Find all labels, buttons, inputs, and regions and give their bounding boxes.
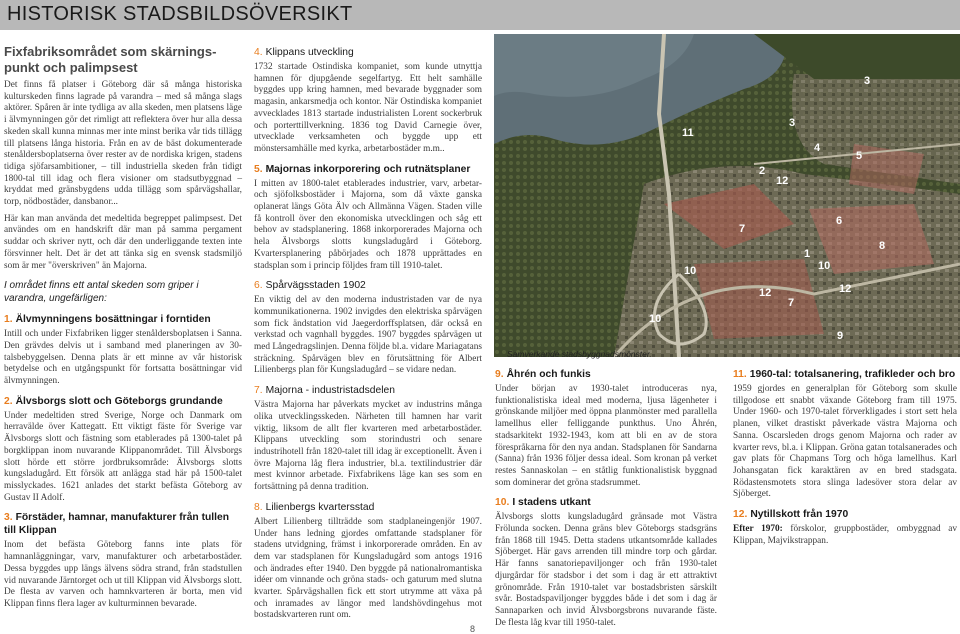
- map-label: 5: [856, 150, 863, 162]
- section-number: 9.: [495, 369, 504, 380]
- section-title: Spårvägsstaden 1902: [265, 280, 366, 292]
- map-label: 9: [837, 330, 844, 342]
- map-label: 11: [682, 127, 694, 139]
- section-title: Åhrén och funkis: [506, 369, 591, 380]
- map-label: 7: [788, 297, 795, 309]
- section-text: 1959 gjordes en generalplan för Göteborg som skulle tillgodose ett snabbt växande Göteborg fram till 1975. Under 1960- och 1970-talet förverkligades i stort sett hela planen, vilket drastiskt påverkade västra Majorna och Sanna. Oscarsleden drogs genom Majorna och rader av kvarter revs, bl.a. i Klippan. Gröna gatan totalsanerades och gav plats för Chapmans Torg och höga lamellhus. Karl Johansgatan fick karaktären av en bred stadsgata. Rödastensmotets stora slinga ladesöver stora delar av Sjöberget.: [733, 384, 957, 500]
- section-heading: [254, 279, 482, 292]
- section-heading: [254, 384, 482, 397]
- section-text-body: förskolor, gruppbostäder, ombyggnad av Klippan, Majvikstrappan.: [733, 524, 957, 546]
- map-label: 10: [818, 260, 831, 272]
- section-text: En viktig del av den moderna industristaden var de nya kommunikationerna. 1902 invigdes den elektriska spårvägen som fick ändstation vid Jaegerdorffsplatsen, där också en verkstad och vagnhall byggdes. 1907 byggdes spårvägen ut med Långedragslinjen. Denna följde bl.a. vidare Mariagatans sträckning. Spårvägen blev en förutsättning för Albert Lilienbergs plan för Kungsladugård – se vidare nedan.: [254, 295, 482, 376]
- map-label: 1: [804, 248, 811, 260]
- section-number: 12.: [733, 509, 748, 521]
- section-heading: [733, 508, 957, 521]
- section-heading: [254, 501, 482, 514]
- section-text: Västra Majorna har påverkats mycket av industrins många olika utvecklingsskeden. Närheten till hamnen har varit viktig, liksom de allt fler kvarteren med arbetarbostäder. Klippans utveckling som storindustri och senare industrihotell från 1820-talet till idag är exceptionellt. Även i övre Majorna låg flera industrier, bl.a. textilindustrier där mest kvinnor arbetade. Fixfabrikens läge kan ses som en fortsättning på denna tradition.: [254, 400, 482, 493]
- section-title: Klippans utveckling: [265, 47, 354, 58]
- intro-paragraph: Här kan man använda det medeltida begreppet palimpsest. Det användes om en handskrift där man på samma pergament suddar och skriver nytt, och där den underliggande texten inte försvinner helt. Det är det att tänka sig en svensk stadsmiljö som är mer "överskriven" än Majorna.: [4, 213, 242, 271]
- section-heading: [254, 46, 482, 59]
- map-label: 4: [814, 142, 821, 154]
- section-text: Under början av 1930-talet introduceras nya, funktionalistiska ideal med moderna, ljusa lägenheter i grönskande miljöer med öppna planmönster med parallella lamellhus eller felliggande punkthus. Uno Åhrén, stadsarkitekt 1932-1943, kom att bli en av de stora förespråkarna för den nya andan. Stadsplanen för Sandarna (Sanna) från 1936 följer dessa ideal. Som kronan på verket restes Sannaskolan – en ståtlig funktionalistisk byggnad som dominerar det gröna stadsrummet.: [495, 384, 717, 488]
- section-number: 5.: [254, 163, 263, 175]
- column-4: [733, 368, 957, 552]
- section-heading: [4, 395, 242, 408]
- page-number: 8: [470, 624, 476, 634]
- section-number: 4.: [254, 47, 263, 58]
- map-label: 10: [649, 313, 662, 325]
- section-number: 7.: [254, 385, 263, 397]
- section-text: Albert Lilienberg tillträdde som stadplaneingenjör 1907. Under hans ledning gjordes omfattande stadsplaner för stadens utvidgning, främst i inkorporerade områden. En av dem var stadsplanen för Kungsladugård som antogs 1916 och ändrades efter 1940. Den byggde på nationalromantiska idéer om vinnande och gröna stads- och gaturum med slutna kvarter. Spårvägshallen fick ett stort utrymme att växa på och inramades av längor med landshövdingehus mot bostadskvarteren runt om.: [254, 516, 482, 621]
- section-heading: [4, 511, 242, 537]
- section-lead: Efter 1970:: [733, 524, 783, 535]
- section-number: 6.: [254, 280, 263, 292]
- section-heading: [254, 163, 482, 176]
- section-text: I mitten av 1800-talet etablerades industrier, varv, arbetar- och sjöfolksbostäder i Majorna, som då växte ganska oplanerat längs Göta Älv och Allmänna Vägen. Staden ville få kontroll över den ekonomiska utvecklingen och såg ett behov av stadsplanering. 1868 inkorporerades Majorna och hela Älvsborgs slotts kungsladugård i Göteborg. Kvartersplanering påbörjades och 1878 upprättades en stadsplan som i princip följdes fram till 1910-talet.: [254, 178, 482, 271]
- aerial-photo-illustration: [494, 34, 960, 357]
- section-heading: [733, 368, 957, 381]
- section-number: 3.: [4, 512, 13, 524]
- section-number: 2.: [4, 395, 13, 407]
- section-heading: [495, 496, 717, 509]
- section-text: Intill och under Fixfabriken ligger stenåldersboplatsen i Sanna. Den grävdes delvis ut i samband med planeringen av 30-talsbebyggelsen. Denna plats är ett minne av vår historisk betydelse och en utgångspunkt för fortsatta bosättningar vid älvmynningen.: [4, 329, 242, 387]
- section-number: 11.: [733, 369, 747, 380]
- section-title: Lilienbergs kvartersstad: [265, 501, 375, 513]
- column-1: [4, 44, 242, 616]
- column-3: [495, 368, 717, 634]
- section-title: I stadens utkant: [512, 497, 591, 509]
- section-number: 8.: [254, 501, 263, 513]
- map-label: 10: [684, 265, 697, 277]
- section-text: Inom det befästa Göteborg fanns inte plats för hamnanläggningar, varv, manufakturer och arbetarbostäder. Dessa byggdes upp längs älvens södra strand, från stadstullen vid nuvarande Järntorget och ut till Klippan vid Älvsborgs slott. De flesta av varven och hamnkvarteren är borta, men vid Klippan finns flera lager av kulturminnen bevarade.: [4, 540, 242, 609]
- map-label: 7: [739, 223, 746, 235]
- section-title: Majorna - industristadsdelen: [265, 385, 395, 397]
- map-label: 12: [759, 287, 772, 299]
- intro-note: I området finns ett antal skeden som griper i varandra, ungefärligen:: [4, 280, 199, 304]
- section-title: Älvmynningens bosättningar i forntiden: [15, 314, 211, 326]
- section-text: 1732 startade Ostindiska kompaniet, som kunde utnyttja hamnen för djupgående segelfartyg. Ett helt samhälle byggdes upp kring hamnen, med bevarade byggnader som magasin, ankarsmedja och kontor. När Ostindiska kompaniet avvecklades 1813 startade industrialisten Lorent sockerbruk och porterttillverkning. 1836 tog David Carnegie över, utvecklade verksamheten och byggde upp ett mönstersamhälle med kyrka, arbetarbostäder m.m..: [254, 62, 482, 154]
- section-title: Nytillskott från 1970: [750, 509, 849, 521]
- section-number: 10.: [495, 497, 510, 509]
- section-text: Under medeltiden stred Sverige, Norge och Danmark om herravälde över Kattegatt. Ett viktigt fäste för Sverige var Älvsborgs slott och fästning som etablerades på 1300-talet på borgklippan inom nuvarande Klippanområdet. Till Älvsborgs slott hörde ett större jordbruksområde: Älvsborgs slotts kungsladugård. Ett försök att anlägga stad här på 1500-talet misslyckades. 1621 anlades det starkt befästa Göteborg av Gustav II Adolf.: [4, 410, 242, 503]
- section-title: 1960-tal: totalsanering, trafikleder och bro: [749, 369, 956, 380]
- map-label: 3: [789, 117, 796, 129]
- header-bar: [0, 0, 960, 30]
- map-label: 2: [759, 165, 766, 177]
- map-label: 8: [879, 240, 886, 252]
- map-label: 12: [776, 175, 789, 187]
- section-text: [733, 524, 957, 547]
- map-label: 3: [864, 75, 871, 87]
- intro-paragraph: Det finns få platser i Göteborg där så många historiska kulturskeden finns lagrade på varandra – med så många slags aktörer. Spåren är inte tydliga av alla skeden, men platsens läge i älvmynningen gör det rimligt att reflektera över hur alla dessa skeden skall kunna minnas mer inte minst berika vår tids tillägg till platsens långa historia. Från en av de bäst dokumenterade stenåldersboplatserna över rester av de nordiska krigen, stadens tidiga sjöfarsambitioner, – till industriella skeden från tidigt 1800-tal till idag och flera visioner om stadsutbyggnad – kryddat med gränsbygdens udda tillägg som spårvägshallar, torp, nödbostäder, dansbanor...: [4, 80, 242, 208]
- map-label: 12: [839, 283, 852, 295]
- section-title: Majornas inkorporering och rutnätsplaner: [265, 163, 471, 175]
- intro-heading: Fixfabriksområdet som skärnings-punkt och palimpsest: [4, 44, 217, 75]
- aerial-map: [494, 34, 960, 357]
- map-label: 6: [836, 215, 843, 227]
- section-heading: [4, 313, 242, 326]
- section-number: 1.: [4, 314, 13, 326]
- map-caption: Samverkande stadsbyggnadsmönster.: [507, 349, 652, 359]
- section-title: Älvsborgs slott och Göteborgs grundande: [15, 395, 223, 407]
- section-title: Förstäder, hamnar, manufakturer från tullen till Klippan: [4, 512, 230, 537]
- column-2: [254, 46, 482, 627]
- section-heading: [495, 368, 717, 381]
- section-text: Älvsborgs slotts kungsladugård gränsade mot Västra Frölunda socken. Denna gräns blev Göteborgs stadsgräns från 1868 till 1945. Detta stadens utkantsområde kallades Sjöberget. Här gavs arrenden till mindre torp och gårdar. Här fanns sanatoriepaviljonger och från 1930-talet djurgårdar för stadsbor i det som i dag är ett attraktivt grönområde. Från 1910-talet var bostadsbristen särskilt svår. Bostadspaviljonger byggdes både i det som i dag är Sannaparken och invid Älvsborgsbrons nuvarande fäste. De flesta låg kvar till 1950-talet.: [495, 512, 717, 628]
- page-title: HISTORISK STADSBILDSÖVERSIKT: [7, 3, 353, 25]
